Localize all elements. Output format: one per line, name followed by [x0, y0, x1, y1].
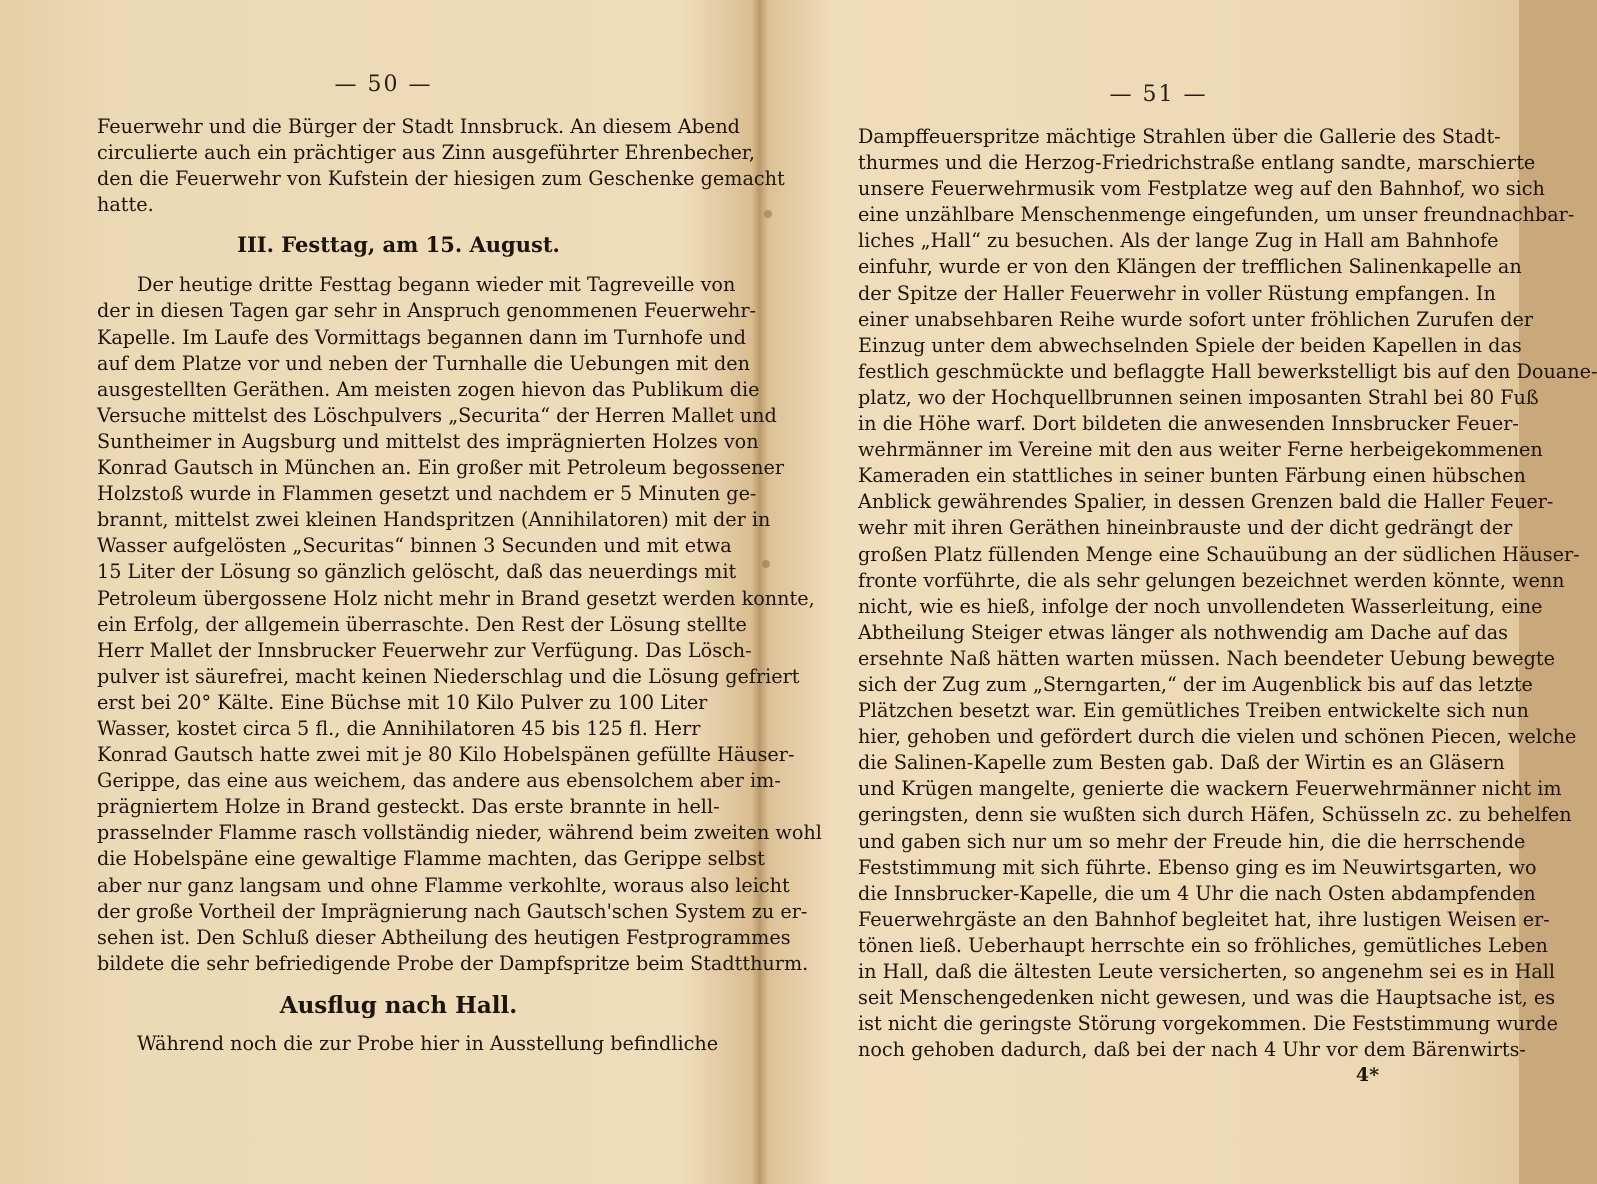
- text-line: hatte.: [97, 193, 154, 217]
- text-line: prasselnder Flamme rasch vollständig nieder, während beim zweiten wohl: [97, 821, 822, 845]
- section-heading-ausflug: Ausflug nach Hall.: [279, 991, 518, 1019]
- text-line: und Krügen mangelte, genierte die wackern Feuerwehrmänner nicht im: [858, 777, 1562, 801]
- text-line: noch gehoben dadurch, daß bei der nach 4 Uhr vor dem Bärenwirts-: [858, 1038, 1526, 1062]
- text-line: Einzug unter dem abwechselnden Spiele der beiden Kapellen in das: [858, 333, 1522, 357]
- text-line: der große Vortheil der Imprägnierung nach Gautsch'schen System zu er-: [97, 899, 808, 923]
- text-line: eine unzählbare Menschenmenge eingefunden, um unser freundnachbar-: [858, 203, 1575, 227]
- text-line: ist nicht die geringste Störung vorgekommen. Die Feststimmung wurde: [858, 1012, 1558, 1036]
- intro-paragraph: [97, 114, 785, 218]
- text-line: Kapelle. Im Laufe des Vormittags begannen dann im Turnhofe und: [97, 325, 747, 349]
- text-line: ersehnte Naß hätten warten müssen. Nach beendeter Uebung bewegte: [858, 646, 1555, 670]
- text-line: 15 Liter der Lösung so gänzlich gelöscht, daß das neuerdings mit: [97, 560, 737, 584]
- text-line: Herr Mallet der Innsbrucker Feuerwehr zur Verfügung. Das Lösch-: [97, 638, 752, 662]
- text-line: thurmes und die Herzog-Friedrichstraße entlang sandte, marschierte: [858, 151, 1536, 175]
- text-line: Der heutige dritte Festtag begann wieder mit Tagreveille von: [137, 273, 736, 297]
- text-line: seit Menschengedenken nicht gewesen, und was die Hauptsache ist, es: [858, 986, 1556, 1010]
- text-line: erst bei 20° Kälte. Eine Büchse mit 10 Kilo Pulver zu 100 Liter: [97, 690, 708, 714]
- text-line: Gerippe, das eine aus weichem, das andere aus ebensolchem aber im-: [97, 769, 781, 793]
- text-line: unsere Feuerwehrmusik vom Festplatze weg auf den Bahnhof, wo sich: [858, 177, 1545, 201]
- text-line: der in diesen Tagen gar sehr in Anspruch genommenen Feuerwehr-: [97, 299, 757, 323]
- text-line: Konrad Gautsch hatte zwei mit je 80 Kilo Hobelspänen gefüllte Häuser-: [97, 743, 795, 767]
- text-line: Feuerwehrgäste an den Bahnhof begleitet hat, ihre lustigen Weisen er-: [858, 907, 1550, 931]
- text-line: einer unabsehbaren Reihe wurde sofort unter fröhlichen Zurufen der: [858, 307, 1534, 331]
- text-line: platz, wo der Hochquellbrunnen seinen imposanten Strahl bei 80 Fuß: [858, 385, 1539, 409]
- text-line: Feuerwehr und die Bürger der Stadt Innsbruck. An diesem Abend: [97, 115, 740, 138]
- text-line: ausgestellten Geräthen. Am meisten zogen hievon das Publikum die: [97, 377, 760, 401]
- ausflug-first-line: Während noch die zur Probe hier in Ausstellung befindliche: [137, 1031, 719, 1055]
- text-line: nicht, wie es hieß, infolge der noch unvollendeten Wasserleitung, eine: [858, 594, 1543, 618]
- text-line: Holzstoß wurde in Flammen gesetzt und nachdem er 5 Minuten ge-: [97, 482, 757, 506]
- paper-stain: [762, 560, 770, 568]
- text-line: geringsten, denn sie wußten sich durch Häfen, Schüsseln zc. zu behelfen: [858, 803, 1572, 827]
- text-line: Wasser aufgelösten „Securitas“ binnen 3 Secunden und mit etwa: [97, 534, 732, 558]
- text-line: prägniertem Holze in Brand gesteckt. Das erste brannte in hell-: [97, 795, 720, 819]
- section-heading-festtag: III. Festtag, am 15. August.: [237, 232, 560, 258]
- text-line: fronte vorführte, die als sehr gelungen bezeichnet werden könnte, wenn: [858, 568, 1565, 592]
- text-line: bildete die sehr befriedigende Probe der Dampfspritze beim Stadtthurm.: [97, 951, 809, 975]
- text-line: brannt, mittelst zwei kleinen Handspritzen (Annihilatoren) mit der in: [97, 508, 771, 532]
- text-line: die Hobelspäne eine gewaltige Flamme machten, das Gerippe selbst: [97, 847, 765, 871]
- festtag-paragraph: [97, 272, 822, 977]
- text-line: Versuche mittelst des Löschpulvers „Securita“ der Herren Mallet und: [97, 403, 777, 427]
- text-line: Konrad Gautsch in München an. Ein großer mit Petroleum begossener: [97, 456, 785, 480]
- text-line: festlich geschmückte und beflaggte Hall bewerkstelligt bis auf den Douane-: [858, 359, 1597, 383]
- text-line: großen Platz füllenden Menge eine Schauübung an der südlichen Häuser-: [858, 542, 1580, 566]
- text-line: und gaben sich nur um so mehr der Freude hin, die die herrschende: [858, 829, 1526, 853]
- text-line: sehen ist. Den Schluß dieser Abtheilung des heutigen Festprogrammes: [97, 925, 791, 949]
- text-line: wehrmänner im Vereine mit den aus weiter Ferne herbeigekommenen: [858, 438, 1543, 462]
- text-line: der Spitze der Haller Feuerwehr in voller Rüstung empfangen. In: [858, 281, 1496, 305]
- text-line: Petroleum übergossene Holz nicht mehr in Brand gesetzt werden konnte,: [97, 586, 815, 610]
- page-number-left: — 50 —: [334, 72, 433, 97]
- text-line: die Salinen-Kapelle zum Besten gab. Daß der Wirtin es an Gläsern: [858, 751, 1505, 775]
- signature-mark: 4*: [1355, 1064, 1379, 1087]
- text-line: pulver ist säurefrei, macht keinen Niederschlag und die Lösung gefriert: [97, 664, 800, 688]
- text-line: Abtheilung Steiger etwas länger als nothwendig am Dache auf das: [858, 620, 1509, 644]
- text-line: in Hall, daß die ältesten Leute versicherten, so angenehm sei es in Hall: [858, 960, 1556, 983]
- text-line: Kameraden ein stattliches in seiner bunten Färbung einen hübschen: [858, 464, 1526, 488]
- continued-paragraph: [858, 124, 1597, 1063]
- text-line: Feststimmung mit sich führte. Ebenso ging es im Neuwirtsgarten, wo: [858, 855, 1537, 879]
- right-page: [760, 0, 1597, 1184]
- text-line: liches „Hall“ zu besuchen. Als der lange Zug in Hall am Bahnhofe: [858, 229, 1499, 253]
- text-line: hier, gehoben und gefördert durch die vielen und schönen Piecen, welche: [858, 725, 1577, 749]
- paper-stain: [764, 210, 772, 218]
- text-line: die Innsbrucker-Kapelle, die um 4 Uhr die nach Osten abdampfenden: [858, 881, 1536, 905]
- text-line: Dampffeuerspritze mächtige Strahlen über die Gallerie des Stadt-: [858, 125, 1501, 148]
- text-line: tönen ließ. Ueberhaupt herrschte ein so fröhliches, gemütliches Leben: [858, 933, 1548, 957]
- text-line: den die Feuerwehr von Kufstein der hiesigen zum Geschenke gemacht: [97, 167, 785, 191]
- text-line: Plätzchen besetzt war. Ein gemütliches Treiben entwickelte sich nun: [858, 699, 1529, 723]
- text-line: Wasser, kostet circa 5 fl., die Annihilatoren 45 bis 125 fl. Herr: [97, 716, 701, 740]
- page-number-right: — 51 —: [1109, 82, 1208, 107]
- text-line: circulierte auch ein prächtiger aus Zinn ausgeführter Ehrenbecher,: [97, 141, 755, 165]
- text-line: einfuhr, wurde er von den Klängen der trefflichen Salinenkapelle an: [858, 255, 1522, 279]
- text-line: ein Erfolg, der allgemein überraschte. Den Rest der Lösung stellte: [97, 612, 747, 636]
- text-line: Suntheimer in Augsburg und mittelst des imprägnierten Holzes von: [97, 429, 759, 453]
- text-line: auf dem Platze vor und neben der Turnhalle die Uebungen mit den: [97, 351, 751, 375]
- text-line: Anblick gewährendes Spalier, in dessen Grenzen bald die Haller Feuer-: [858, 490, 1554, 514]
- text-line: in die Höhe warf. Dort bildeten die anwesenden Innsbrucker Feuer-: [858, 412, 1519, 436]
- text-line: wehr mit ihren Geräthen hineinbrauste und der dicht gedrängt der: [858, 516, 1513, 540]
- text-line: aber nur ganz langsam und ohne Flamme verkohlte, woraus also leicht: [97, 873, 790, 897]
- text-line: sich der Zug zum „Sterngarten,“ der im Augenblick bis auf das letzte: [858, 672, 1533, 696]
